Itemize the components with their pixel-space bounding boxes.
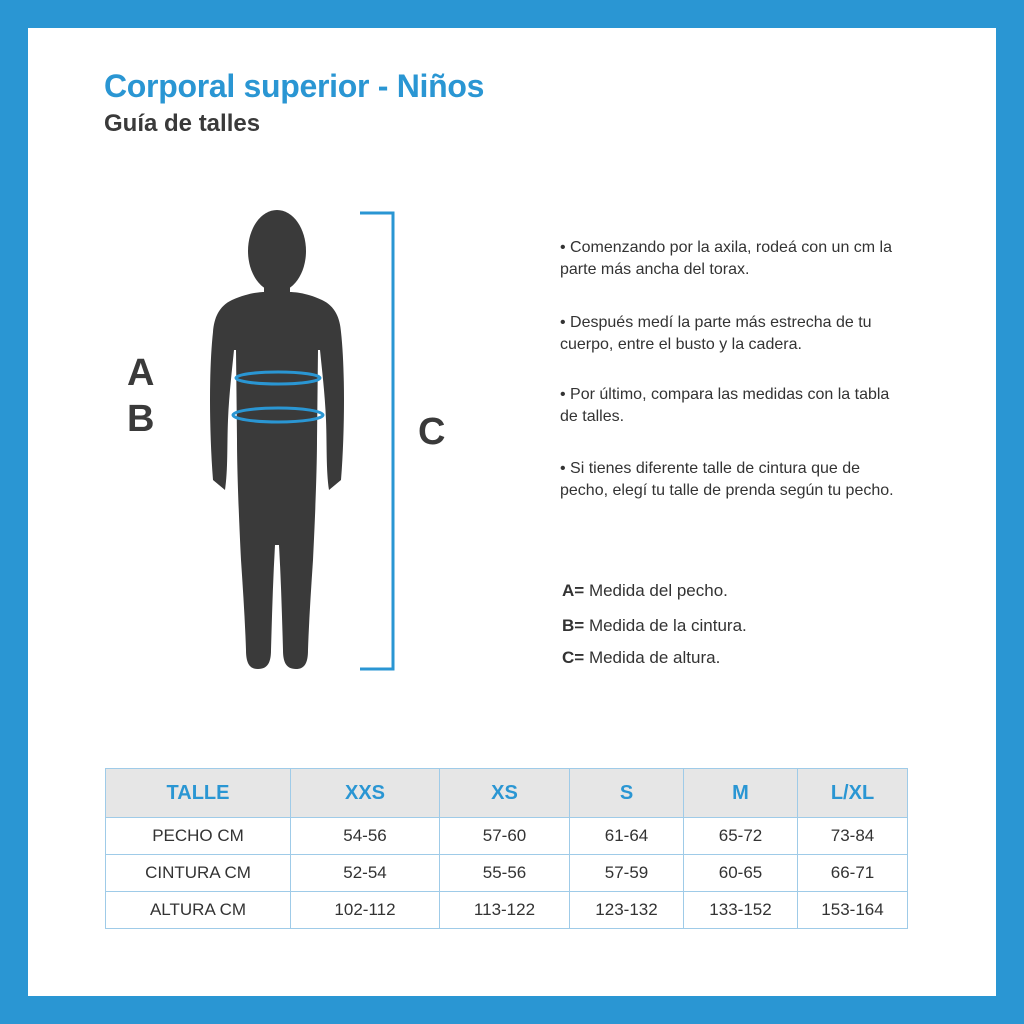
table-cell: 60-65	[684, 855, 798, 892]
legend-item-b	[562, 616, 747, 636]
table-cell: 55-56	[440, 855, 570, 892]
table-header-row	[106, 769, 908, 818]
legend-key: B=	[562, 616, 585, 635]
legend-item-a	[562, 581, 728, 601]
table-cell: 73-84	[798, 818, 908, 855]
table-row	[106, 855, 908, 892]
table-cell: 123-132	[570, 892, 684, 929]
table-cell: CINTURA CM	[106, 855, 291, 892]
page-subtitle: Guía de talles	[104, 110, 261, 137]
table-cell: PECHO CM	[106, 818, 291, 855]
table-cell: 102-112	[291, 892, 440, 929]
legend-key: A=	[562, 581, 585, 600]
label-a: A	[127, 352, 155, 394]
label-b: B	[127, 398, 155, 440]
legend-item-c	[562, 648, 720, 668]
table-cell: 57-60	[440, 818, 570, 855]
table-header-cell: XS	[440, 769, 570, 818]
size-table	[105, 768, 908, 929]
table-cell: 57-59	[570, 855, 684, 892]
table-header-cell: XXS	[291, 769, 440, 818]
table-cell: 54-56	[291, 818, 440, 855]
table-header-cell: S	[570, 769, 684, 818]
legend-text: Medida de altura.	[584, 648, 721, 667]
legend-text: Medida de la cintura.	[584, 616, 747, 635]
table-cell: 153-164	[798, 892, 908, 929]
label-c: C	[418, 411, 446, 453]
instruction-item: • Después medí la parte más estrecha de tu cuerpo, entre el busto y la cadera.	[560, 314, 872, 353]
height-measure-bracket	[360, 213, 393, 669]
table-header-cell: L/XL	[798, 769, 908, 818]
table-header-cell: TALLE	[106, 769, 291, 818]
table-cell: 52-54	[291, 855, 440, 892]
table-cell: 66-71	[798, 855, 908, 892]
table-cell: ALTURA CM	[106, 892, 291, 929]
table-header-cell: M	[684, 769, 798, 818]
table-cell: 133-152	[684, 892, 798, 929]
table-row	[106, 892, 908, 929]
instruction-item: • Por último, compara las medidas con la tabla de talles.	[560, 386, 890, 425]
table-row	[106, 818, 908, 855]
table-cell: 65-72	[684, 818, 798, 855]
legend-key: C=	[562, 648, 585, 667]
child-silhouette-icon	[210, 210, 344, 669]
table-cell: 61-64	[570, 818, 684, 855]
instruction-item: • Comenzando por la axila, rodeá con un cm la parte más ancha del torax.	[560, 239, 893, 278]
page-title: Corporal superior - Niños	[104, 68, 485, 104]
legend-text: Medida del pecho.	[584, 581, 728, 600]
table-cell: 113-122	[440, 892, 570, 929]
instruction-item: • Si tienes diferente talle de cintura que de pecho, elegí tu talle de prenda según tu pecho.	[560, 460, 894, 499]
